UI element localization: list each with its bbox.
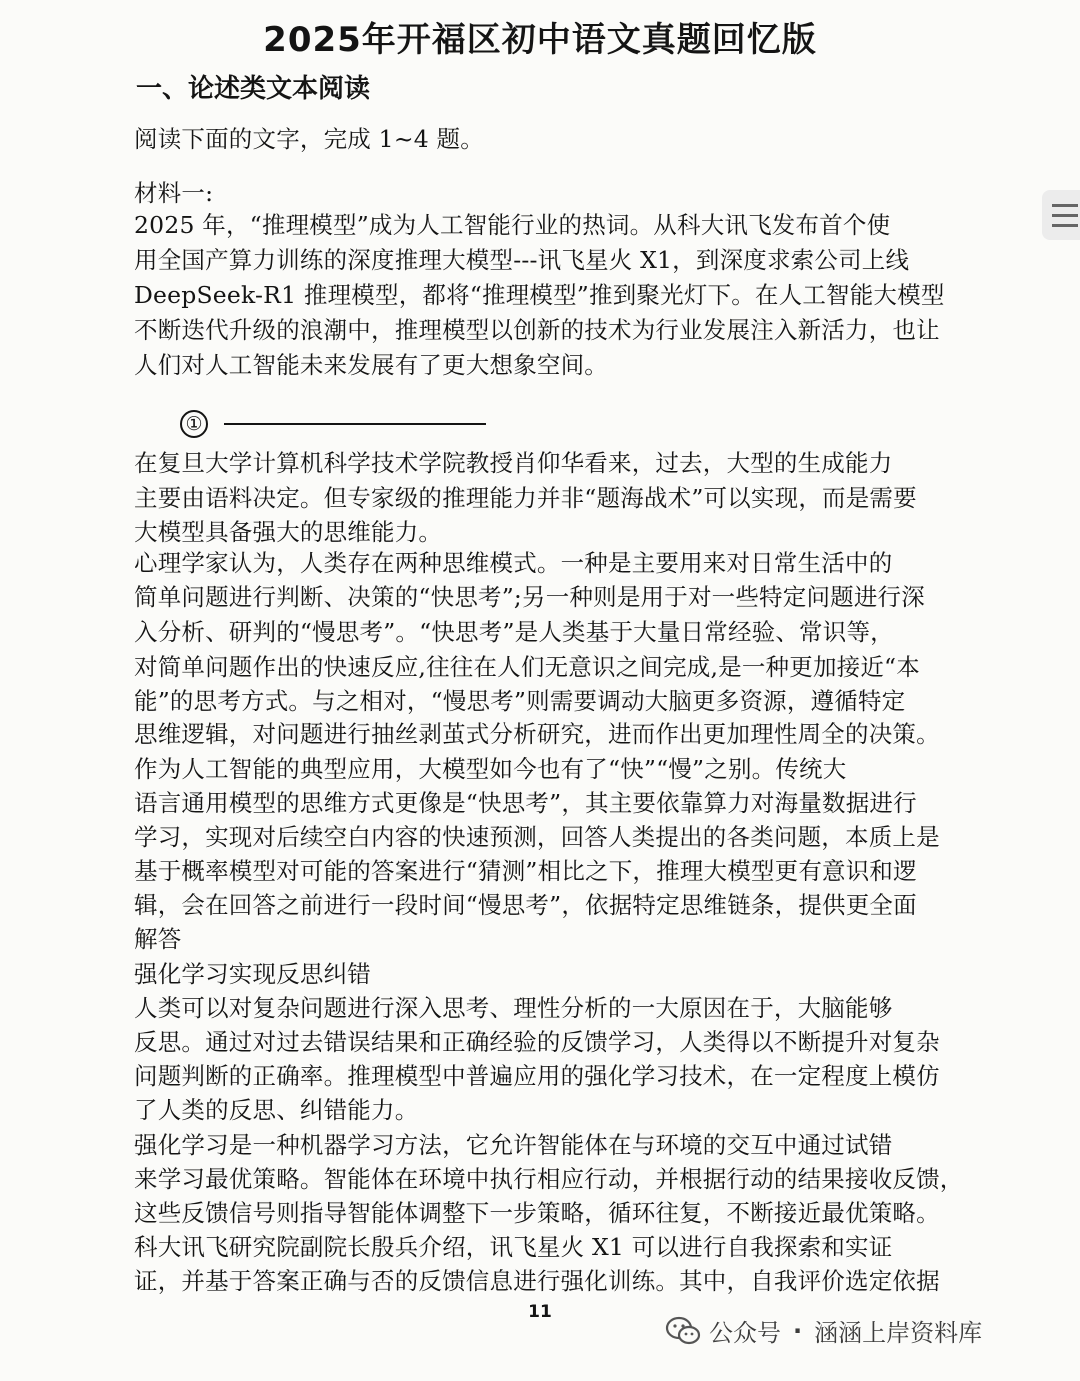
text-line: 辑，会在回答之前进行一段时间“慢思考”，依据特定思维链条，提供更全面 [134,891,917,919]
text-line: 作为人工智能的典型应用，大模型如今也有了“快”“慢”之别。传统大 [134,755,847,783]
text-line: 能”的思考方式。与之相对，“慢思考”则需要调动大脑更多资源，遵循特定 [134,687,906,715]
text-line: 人类可以对复杂问题进行深入思考、理性分析的一大原因在于，大脑能够 [134,994,893,1022]
menu-icon [1052,204,1078,207]
text-line: 用全国产算力训练的深度推理大模型---讯飞星火 X1，到深度求索公司上线 [134,246,910,274]
text-line: 证，并基于答案正确与否的反馈信息进行强化训练。其中，自我评价选定依据 [134,1267,940,1295]
text-line: DeepSeek-R1 推理模型，都将“推理模型”推到聚光灯下。在人工智能大模型 [134,281,945,309]
text-line: 简单问题进行判断、决策的“快思考”;另一种则是用于对一些特定问题进行深 [134,583,925,611]
text-line: 大模型具备强大的思维能力。 [134,518,443,546]
text-line: 了人类的反思、纠错能力。 [134,1096,419,1124]
menu-icon [1052,214,1078,217]
text-line: 问题判断的正确率。推理模型中普遍应用的强化学习技术，在一定程度上模仿 [134,1062,940,1090]
page-number: 11 [528,1302,552,1322]
watermark-separator: · [793,1316,803,1345]
text-line: 2025 年，“推理模型”成为人工智能行业的热词。从科大讯飞发布首个使 [134,211,891,239]
text-line: 基于概率模型对可能的答案进行“猜测”相比之下，推理大模型更有意识和逻 [134,857,917,885]
document-title: 2025年开福区初中语文真题回忆版 [263,20,817,60]
text-line: 人们对人工智能未来发展有了更大想象空间。 [134,351,608,379]
blank-underline [224,423,486,425]
text-line: 不断迭代升级的浪潮中，推理模型以创新的技术为行业发展注入新活力，也让 [134,316,940,344]
text-line: 入分析、研判的“慢思考”。“快思考”是人类基于大量日常经验、常识等， [134,618,894,646]
menu-icon [1052,224,1078,227]
text-line: 心理学家认为，人类存在两种思维模式。一种是主要用来对日常生活中的 [134,549,893,577]
text-line: 对简单问题作出的快速反应,往往在人们无意识之间完成,是一种更加接近“本 [134,653,920,681]
section-heading: 一、论述类文本阅读 [136,74,371,104]
text-line: 强化学习是一种机器学习方法，它允许智能体在与环境的交互中通过试错 [134,1131,893,1159]
text-line: 解答 [134,925,182,953]
text-line: 主要由语料决定。但专家级的推理能力并非“题海战术”可以实现，而是需要 [134,484,917,512]
watermark-channel: 公众号 [709,1319,781,1347]
circled-number: ① [180,410,208,438]
text-line: 强化学习实现反思纠错 [134,960,371,988]
text-line: 来学习最优策略。智能体在环境中执行相应行动，并根据行动的结果接收反馈， [134,1165,964,1193]
watermark-account: 涵涵上岸资料库 [814,1319,983,1347]
wechat-watermark [665,1313,982,1348]
text-line: 在复旦大学计算机科学技术学院教授肖仰华看来，过去，大型的生成能力 [134,449,893,477]
wechat-icon [665,1316,701,1346]
side-menu-button[interactable] [1042,190,1080,240]
text-line: 科大讯飞研究院副院长殷兵介绍，讯飞星火 X1 可以进行自我探索和实证 [134,1233,893,1261]
text-line: 学习，实现对后续空白内容的快速预测，回答人类提出的各类问题，本质上是 [134,823,940,851]
text-line: 语言通用模型的思维方式更像是“快思考”，其主要依靠算力对海量数据进行 [134,789,917,817]
text-line: 材料一: [134,179,214,207]
text-line: 思维逻辑，对问题进行抽丝剥茧式分析研究，进而作出更加理性周全的决策。 [134,720,940,748]
text-line: 反思。通过对过去错误结果和正确经验的反馈学习，人类得以不断提升对复杂 [134,1028,940,1056]
text-line: 阅读下面的文字，完成 1~4 题。 [134,125,484,153]
blank-fill-marker [180,410,486,438]
text-line: 这些反馈信号则指导智能体调整下一步策略，循环往复，不断接近最优策略。 [134,1199,940,1227]
